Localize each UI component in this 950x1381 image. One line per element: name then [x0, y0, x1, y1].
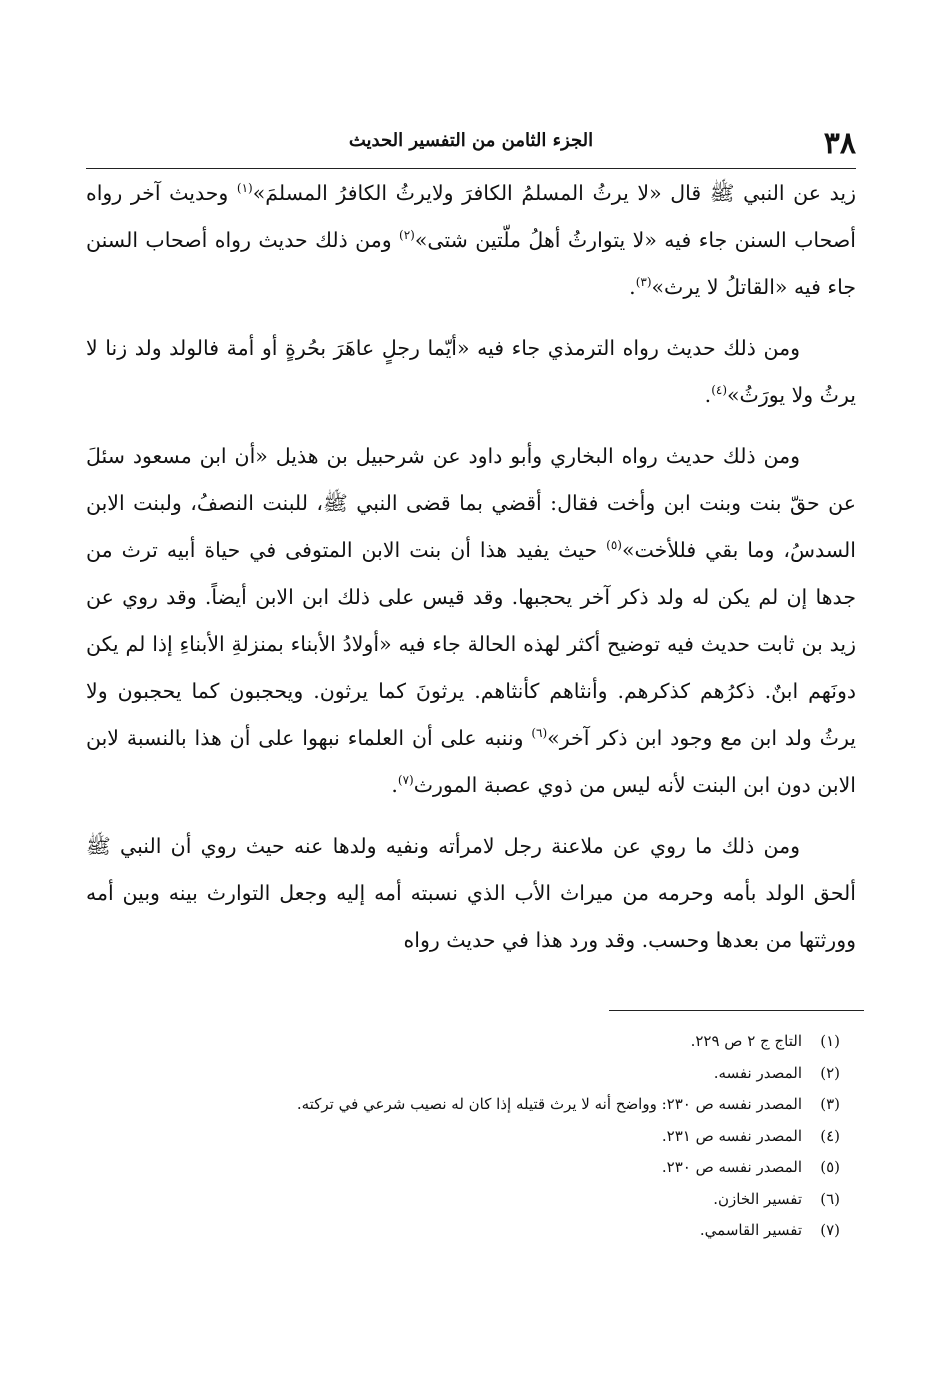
footnote-item — [110, 1058, 840, 1090]
footnote-text: تفسير الخازن. — [713, 1189, 802, 1208]
text-run: ومن ذلك حديث رواه الترمذي جاء فيه «أيّما رجلٍ عاهَرَ بحُرةٍ أو أمة فالولد ولد زنا لا يرثُ ولا يورَثُ» — [86, 336, 856, 407]
footnote-divider — [609, 1010, 864, 1011]
paragraph — [86, 170, 856, 311]
footnote-item — [110, 1089, 840, 1121]
footnote-text: المصدر نفسه ص ٢٣٠: وواضح أنه لا يرث قتيله إذا كان له نصيب شرعي في تركته. — [296, 1095, 802, 1113]
footnote-ref[interactable]: (٣) — [635, 275, 652, 290]
footnote-text: تفسير القاسمي. — [699, 1221, 802, 1239]
text-run: ومن ذلك ما روي عن ملاعنة رجل لامرأته ونفيه ولدها عنه حيث روي أن النبي ﷺ ألحق الولد بأمه وحرمه من ميراث الأب الذي نسبته أمه إليه وجعل التوارث بينه وبين أمه وورثتها من بعدها وحسب. وقد ورد هذا في حديث رواه — [86, 834, 856, 952]
footnote-ref[interactable]: (١) — [236, 181, 253, 196]
footnote-item — [110, 1026, 840, 1058]
running-title: الجزء الثامن من التفسير الحديث — [348, 130, 594, 151]
paragraph — [86, 325, 856, 419]
text-run: حيث يفيد هذا أن بنت الابن المتوفى في حياة أبيه ترث من جدها إن لم يكن له ولد ذكر آخر يحجبها. وقد قيس على ذلك ابن الابن أيضاً. وقد روي عن زيد بن ثابت حديث فيه توضيح أكثر لهذه الحالة جاء فيه «أولادُ الأبناء بمنزلةِ الأبناءِ إذا لم يكن دونَهم ابنٌ. ذكرُهم كذكرهم. وأنثاهم كأنثاهم. يرثونَ كما يرثون. ويحجبون كما يحجبون ولا يرثُ ولد ابن مع وجود ابن ذكر آخر» — [86, 538, 856, 750]
footnote-ref[interactable]: (٥) — [606, 538, 622, 553]
text-run: ومن ذلك حديث رواه البخاري وأبو داود عن شرحبيل بن هذيل «أن ابن مسعود سئلَ عن حقّ بنت وبنت ابن وأخت فقال: أقضي بما قضى النبي ﷺ، للبنت النصفُ، ولبنت الابن السدسُ، وما بقي فللأخت» — [86, 444, 856, 562]
paragraph — [86, 823, 856, 964]
text-run: . — [629, 275, 636, 299]
footnote-number: (١) — [820, 1032, 840, 1050]
footnote-item — [110, 1184, 840, 1216]
footnote-text: المصدر نفسه ص ٢٣٠. — [661, 1158, 802, 1176]
footnotes — [110, 1026, 840, 1247]
text-run: وحديث آخر رواه أصحاب السنن جاء فيه «لا يتوارثُ أهلُ ملّتين شتى» — [86, 181, 856, 252]
footnote-text: المصدر نفسه ص ٢٣١. — [661, 1126, 802, 1145]
footnote-number: (٣) — [820, 1095, 840, 1113]
footnote-number: (٦) — [820, 1189, 840, 1208]
footnote-item — [110, 1215, 840, 1247]
footnote-item — [110, 1152, 840, 1184]
text-run: زيد عن النبي ﷺ قال «لا يرثُ المسلمُ الكافرَ ولايرثُ الكافرُ المسلمَ» — [252, 181, 856, 205]
footnote-ref[interactable]: (٢) — [399, 228, 415, 243]
footnote-number: (٧) — [820, 1221, 840, 1239]
paragraph — [86, 433, 856, 809]
text-run: وننبه على أن العلماء نبهوا على أن هذا بالنسبة لابن الابن دون ابن البنت لأنه ليس من ذوي عصبة المورث — [86, 726, 856, 797]
page-header — [86, 124, 856, 169]
text-run: ومن ذلك حديث رواه أصحاب السنن جاء فيه «القاتلُ لا يرث» — [86, 228, 856, 299]
page-number: ٣٨ — [823, 126, 856, 161]
text-run: . — [704, 383, 712, 407]
text-run: . — [391, 773, 398, 797]
footnote-number: (٤) — [820, 1126, 840, 1145]
footnote-item — [110, 1121, 840, 1153]
footnote-text: التاج ج ٢ ص ٢٢٩. — [690, 1032, 802, 1050]
footnote-ref[interactable]: (٧) — [397, 773, 414, 788]
body-text — [86, 170, 856, 978]
footnote-number: (٢) — [820, 1063, 840, 1082]
footnote-ref[interactable]: (٦) — [531, 726, 548, 741]
footnote-text: المصدر نفسه. — [713, 1063, 802, 1082]
footnote-number: (٥) — [820, 1158, 840, 1176]
footnote-ref[interactable]: (٤) — [711, 383, 728, 398]
